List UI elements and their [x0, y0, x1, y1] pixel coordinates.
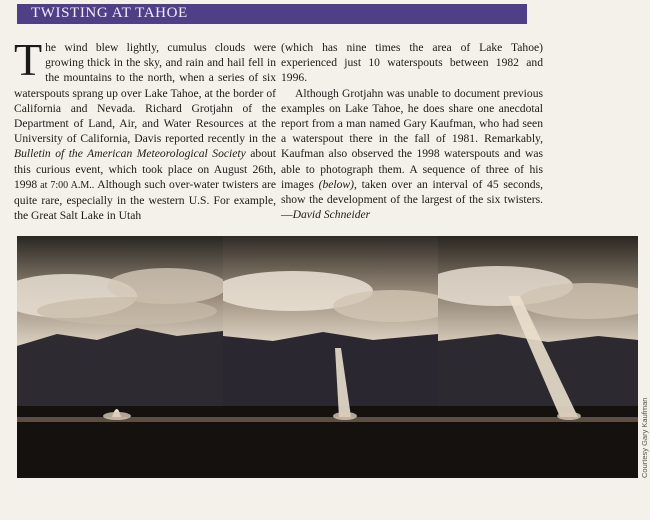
paragraph-text: Although Grotjahn was unable to document previous examples on Lake Tahoe, he does share one anecdotal report from a man named Gary Kaufman, who had seen a waterspout there in the fall of 1981. Remarkably, Kaufman also observed the 1998 waterspouts and was able to photograph them. A sequence of three of his images	[281, 86, 543, 191]
paragraph-text: , taken over an interval of 45 seconds, show the development of the largest of the six twisters.—	[281, 177, 543, 222]
journal-name: Bulletin of the American Meteorological Society	[14, 147, 246, 161]
paragraph-text: Although such over-water twisters are quite rare, especially in the western U.S. For example, the Great Salt Lake in Utah	[14, 177, 276, 223]
section-banner	[17, 4, 527, 24]
article-column-right	[281, 40, 543, 222]
waterspout-photo-2	[223, 236, 438, 478]
author-name: David Schneider	[292, 208, 371, 222]
photo-panel-1	[17, 236, 223, 478]
waterspout-photo-1	[17, 236, 223, 478]
paragraph-text: about this curious event, which took place on August 26th, 1998	[14, 147, 277, 191]
paragraph-text: he wind blew lightly, cumulus clouds were growing thick in the sky, and rain and hail fell in the mountains to the north, when a series of six waterspouts sprang up over Lake Tahoe, at the border of California and Nevada. Richard Grotjahn of the Department of Land, Air, and Water Resources at the University of California, Davis reported recently in the	[14, 41, 276, 146]
below-ref: (below)	[318, 177, 354, 191]
paragraph-1	[14, 34, 277, 223]
photo-panel-3	[438, 236, 638, 478]
section-title: TWISTING AT TAHOE	[31, 5, 188, 21]
time-note: at 7:00 A.M..	[37, 179, 98, 191]
paragraph-continued: (which has nine times the area of Lake Tahoe) experienced just 10 waterspouts between 1982 and 1996.	[281, 41, 543, 85]
paragraph-3	[281, 86, 543, 223]
drop-cap: T	[14, 34, 43, 85]
photo-credit: Courtesy Gary Kaufman	[640, 397, 649, 478]
article-column-left	[14, 34, 277, 223]
waterspout-photo-3	[438, 236, 638, 478]
waterspout-photo-sequence	[17, 236, 638, 478]
photo-panel-2	[223, 236, 438, 478]
